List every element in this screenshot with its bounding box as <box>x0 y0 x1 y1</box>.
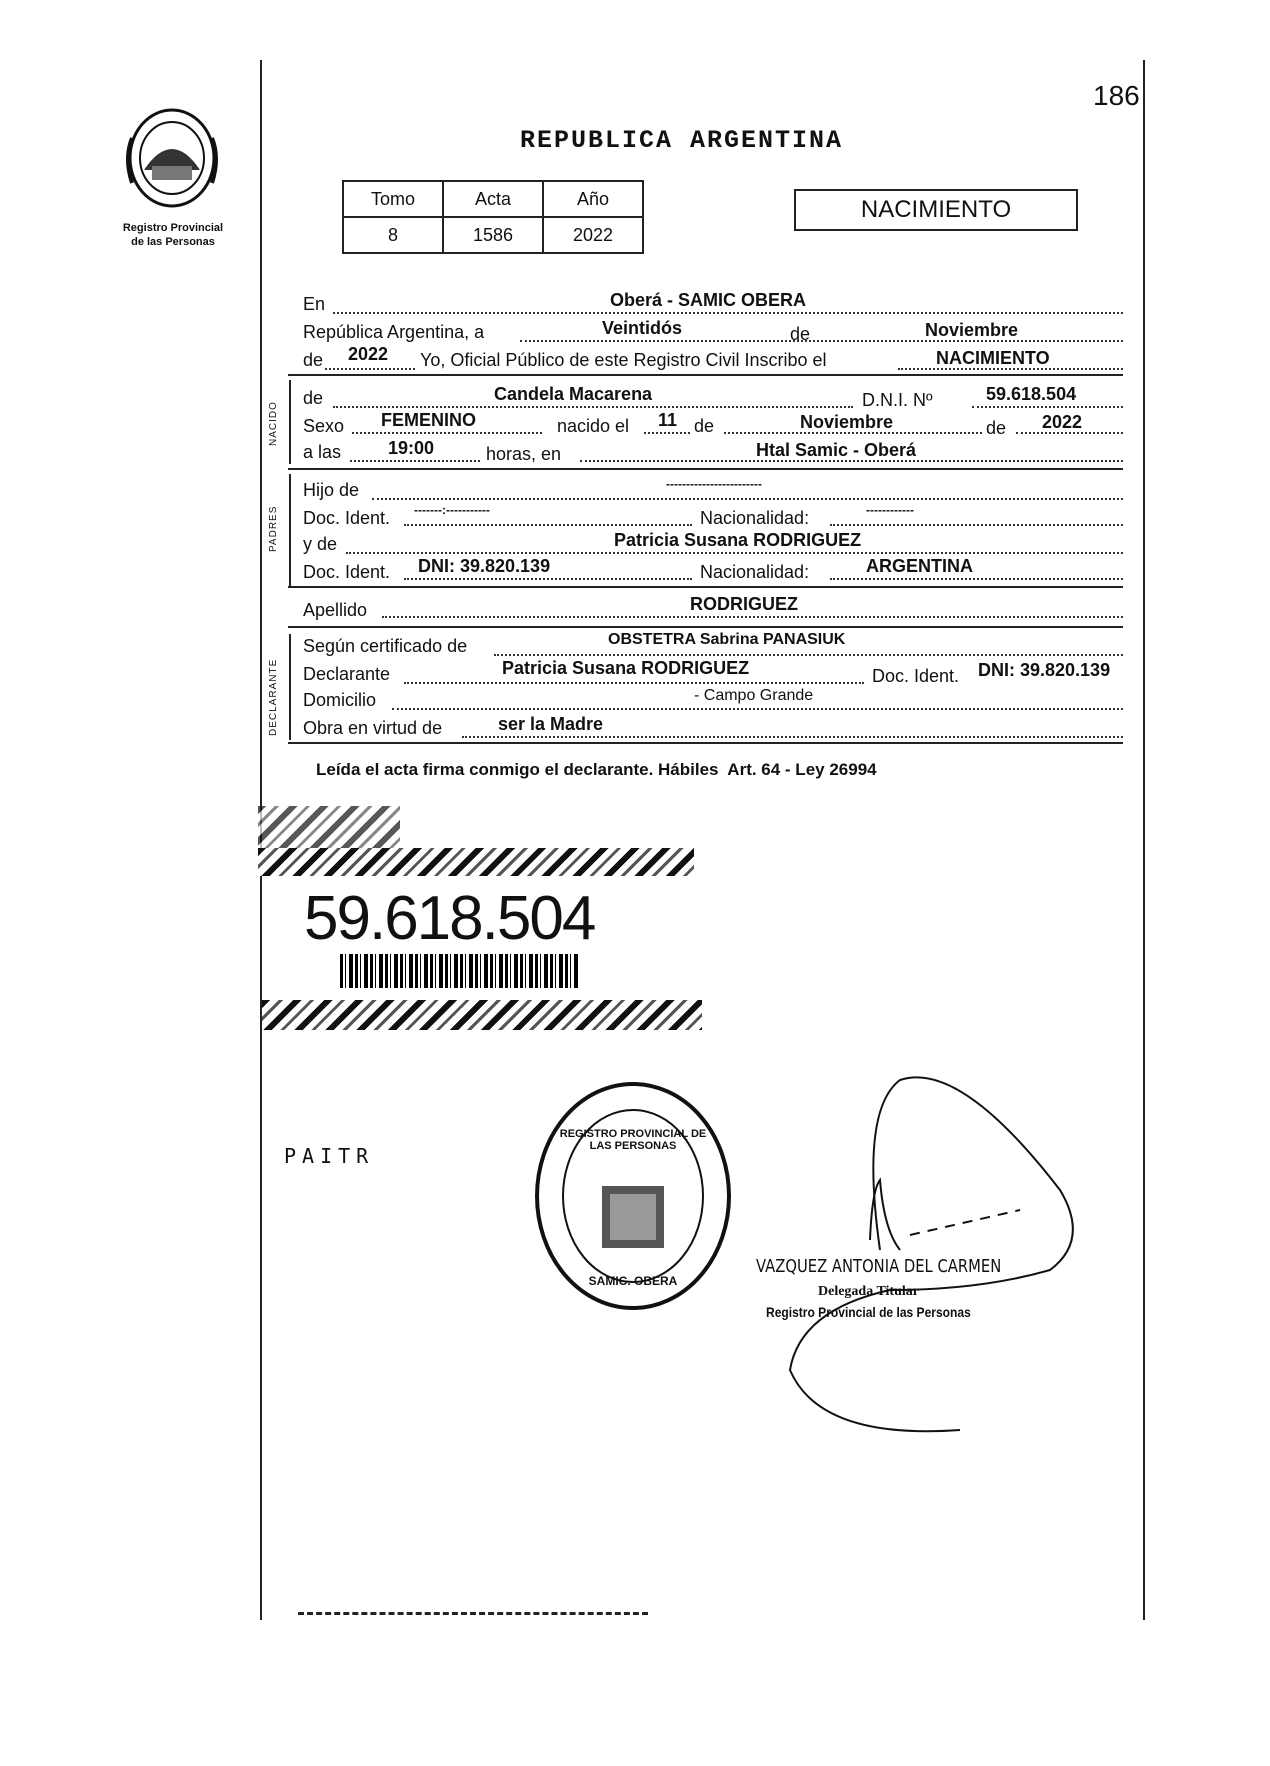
right-margin-line <box>1143 60 1145 1620</box>
domicilio-label: Domicilio <box>303 690 377 710</box>
apellido-divider <box>288 626 1123 628</box>
nacido-section-label: NACIDO <box>268 401 279 446</box>
birth-month: Noviembre <box>800 412 894 432</box>
mother-dots <box>346 552 1123 554</box>
a-las-label: a las <box>303 442 342 462</box>
father-doc: -------:----------- <box>414 503 490 517</box>
signer-office: Registro Provincial de las Personas <box>766 1304 971 1320</box>
record-type-box: NACIMIENTO <box>794 189 1078 231</box>
apellido-dots <box>382 616 1123 618</box>
en-label: En <box>303 294 326 314</box>
province-logo <box>122 108 222 218</box>
sexo-label: Sexo <box>303 416 345 436</box>
y-de-label: y de <box>303 534 338 554</box>
obra-dots <box>462 736 1123 738</box>
decl-doc-value: DNI: 39.820.139 <box>978 660 1111 680</box>
dni-barcode <box>340 954 580 988</box>
signer-name: VAZQUEZ ANTONIA DEL CARMEN <box>756 1256 1002 1277</box>
mother-doc-label: Doc. Ident. <box>303 562 391 582</box>
father-doc-dots <box>404 524 692 526</box>
dni-top-pattern-band <box>258 848 694 876</box>
father-nat-label: Nacionalidad: <box>700 508 810 528</box>
intro-year: 2022 <box>348 344 389 364</box>
mother-nationality: ARGENTINA <box>866 556 973 576</box>
birth-day: 11 <box>658 410 678 430</box>
intro-day-words: Veintidós <box>602 318 683 338</box>
cert-dots <box>494 654 1123 656</box>
padres-bracket <box>289 474 291 586</box>
dni-big-number: 59.618.504 <box>304 884 595 953</box>
logo-caption-1: Registro Provincial <box>122 222 224 234</box>
decl-doc-label: Doc. Ident. <box>872 666 960 686</box>
cert-label: Según certificado de <box>303 636 468 656</box>
child-name: Candela Macarena <box>494 384 653 404</box>
registry-header-acta: Acta <box>443 181 543 217</box>
bottom-dashed-line <box>298 1612 648 1615</box>
father-name: ------------------------ <box>666 477 762 491</box>
registry-value-ano: 2022 <box>543 217 643 253</box>
nacido-bracket <box>289 380 291 464</box>
nacido-divider <box>288 468 1123 470</box>
intro-place: Oberá - SAMIC OBERA <box>610 290 807 310</box>
obra-value: ser la Madre <box>498 714 604 734</box>
officer-text: Yo, Oficial Público de este Registro Civil Inscribo el <box>420 350 827 370</box>
sexo-dots <box>352 432 542 434</box>
registry-table <box>342 180 644 254</box>
mother-doc: DNI: 39.820.139 <box>418 556 551 576</box>
closing-statement: Leída el acta firma conmigo el declarante. Hábiles Art. 64 - Ley 26994 <box>316 760 877 779</box>
republic-dots <box>520 340 1123 342</box>
intro-divider <box>288 374 1123 376</box>
dni-bottom-pattern-band <box>262 1000 702 1030</box>
nacido-el-label: nacido el <box>557 416 630 436</box>
apellido-value: RODRIGUEZ <box>690 594 798 614</box>
intro-month: Noviembre <box>925 320 1019 340</box>
mother-name: Patricia Susana RODRIGUEZ <box>614 530 862 550</box>
intro-de2-label: de <box>303 350 324 370</box>
declarante-dots <box>404 682 864 684</box>
declarante-value: Patricia Susana RODRIGUEZ <box>502 658 750 678</box>
apellido-label: Apellido <box>303 600 368 620</box>
stamp-location: SAMIC. OBERA <box>588 1274 678 1288</box>
declarante-divider <box>288 742 1123 744</box>
province-seal-icon <box>122 108 222 218</box>
obra-label: Obra en virtud de <box>303 718 443 738</box>
cert-value: OBSTETRA Sabrina PANASIUK <box>608 631 846 648</box>
father-nat-dots <box>830 524 1123 526</box>
time-dots <box>350 460 480 462</box>
dni-label: D.N.I. Nº <box>862 390 933 410</box>
declarante-bracket <box>289 634 291 740</box>
officer-dots <box>898 368 1123 370</box>
year-dots <box>1016 432 1123 434</box>
nacido-de-label-3: de <box>986 418 1007 438</box>
domicilio-value: - Campo Grande <box>694 687 814 704</box>
padres-divider <box>288 586 1123 588</box>
hijo-de-label: Hijo de <box>303 480 360 500</box>
stamp-ring-text: REGISTRO PROVINCIAL DE LAS PERSONAS <box>559 1128 707 1152</box>
padres-section-label: PADRES <box>268 505 279 552</box>
intro-year-dots <box>325 368 415 370</box>
dni-hologram-pattern <box>258 806 400 854</box>
registry-value-tomo: 8 <box>343 217 443 253</box>
page-number: 186 <box>1093 80 1140 111</box>
month-dots <box>724 432 982 434</box>
handwritten-note: PAITR <box>284 1144 375 1168</box>
birth-place: Htal Samic - Oberá <box>756 440 917 460</box>
intro-act: NACIMIENTO <box>936 348 1050 368</box>
logo-caption-2: de las Personas <box>131 236 215 248</box>
registry-value-acta: 1586 <box>443 217 543 253</box>
declarante-label: Declarante <box>303 664 391 684</box>
nacido-name-dots <box>333 406 853 408</box>
registry-header-tomo: Tomo <box>343 181 443 217</box>
nacido-de-label-2: de <box>694 416 715 436</box>
en-dots <box>333 312 1123 314</box>
country-title: REPUBLICA ARGENTINA <box>520 126 844 155</box>
birth-year: 2022 <box>1042 412 1083 432</box>
declarante-section-label: DECLARANTE <box>268 658 279 736</box>
dni-dots <box>972 406 1123 408</box>
nacido-de-label: de <box>303 388 324 408</box>
father-nationality: ------------ <box>866 503 914 517</box>
mother-nat-dots <box>830 578 1123 580</box>
mother-nat-label: Nacionalidad: <box>700 562 810 582</box>
intro-de-label: de <box>790 324 811 344</box>
signer-title: Delegada Titular <box>818 1284 919 1299</box>
birth-time: 19:00 <box>388 438 435 458</box>
registry-header-ano: Año <box>543 181 643 217</box>
birthplace-dots <box>580 460 1123 462</box>
domicilio-dots <box>392 708 1123 710</box>
child-dni: 59.618.504 <box>986 384 1077 404</box>
horas-en-label: horas, en <box>486 444 562 464</box>
mother-doc-dots <box>404 578 692 580</box>
official-stamp <box>530 1076 736 1316</box>
child-sex: FEMENINO <box>381 410 477 430</box>
father-doc-label: Doc. Ident. <box>303 508 391 528</box>
republic-label: República Argentina, a <box>303 322 485 342</box>
day-dots <box>644 432 690 434</box>
